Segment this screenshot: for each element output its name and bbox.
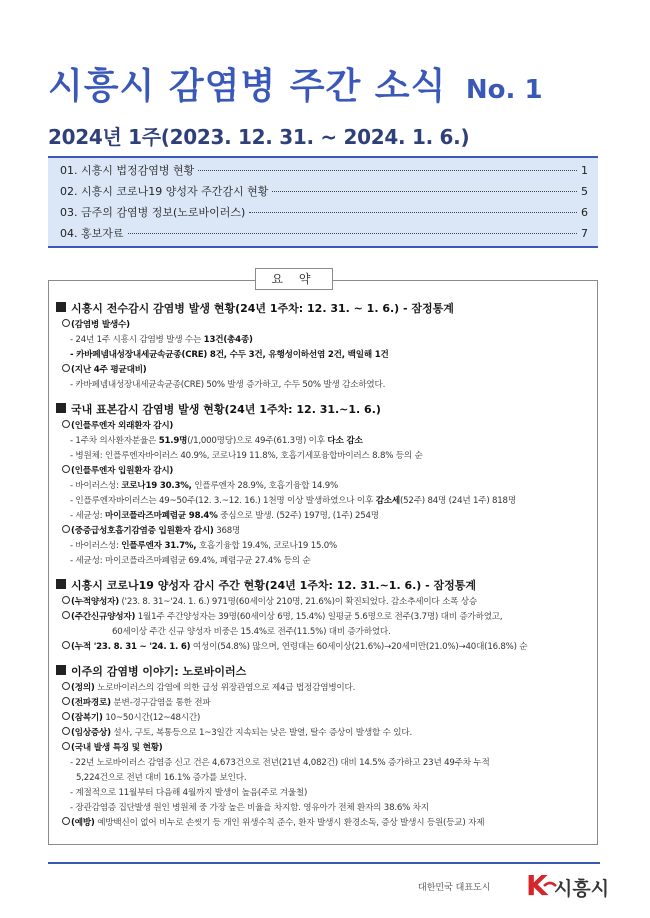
square-bullet-icon	[56, 665, 66, 675]
text-line: - 카바페넴내성장내세균속균종(CRE) 8건, 수두 3건, 유행성이하선염 2건, 백일해 1건	[70, 350, 389, 360]
sub-heading: (인플루엔자 외래환자 감시)	[62, 419, 597, 434]
text-line: - 24년 1주 시흥시 감염병 발생 수는 13건(총4종)	[70, 335, 253, 345]
title-text: 시흥시 감염병 주간 소식	[48, 66, 447, 107]
text-line: (잠복기) 10~50시간(12~48시간)	[62, 711, 597, 726]
circle-bullet-icon	[62, 697, 70, 705]
text-line: - 22년 노로바이러스 감염증 신고 건은 4,673건으로 전년(21년 4,082건) 대비 14.5% 증가하고 23년 49주차 누적	[70, 758, 490, 768]
page-subtitle: 2024년 1주(2023. 12. 31. ~ 2024. 1. 6.)	[48, 125, 470, 149]
section-heading: 시흥시 코로나19 양성자 감시 주간 현황(24년 1주차: 12. 31.~1. 6.) - 잠정통계	[56, 577, 597, 595]
text-line: 5,224건으로 전년 대비 16.1% 증가를 보인다.	[76, 773, 247, 783]
text-line: - 장관감염증 집단발생 원인 병원체 중 가장 높은 비율을 차지함. 영유아가 전체 환자의 38.6% 차지	[70, 803, 429, 813]
footer-slogan: 대한민국 대표도시	[418, 883, 491, 893]
svg-text:K: K	[526, 869, 548, 902]
toc-item[interactable]: 03. 금주의 감염병 정보(노로바이러스) 6	[60, 206, 588, 219]
section-heading: 시흥시 전수감시 감염병 발생 현황(24년 1주차: 12. 31. ~ 1. 6.) - 잠정통계	[56, 300, 597, 318]
summary-title: 요 약	[255, 268, 333, 290]
text-line: - 바이러스성: 코로나19 30.3%, 인플루엔자 28.9%, 호흡기융합 14.9%	[70, 481, 339, 491]
text-line: - 병원체: 인플루엔자바이러스 40.9%, 코로나19 11.8%, 호흡기세포융합바이러스 8.8% 등의 순	[70, 451, 423, 461]
text-line: (누적양성자) ('23. 8. 31~'24. 1. 6.) 971명(60세이상 210명, 21.6%)이 확진되었다. 감소추세이다 소폭 상승	[62, 595, 597, 610]
text-line: - 세균성: 마이코플라즈마폐렴균 69.4%, 폐렴구균 27.4% 등의 순	[70, 556, 311, 566]
circle-bullet-icon	[62, 596, 70, 604]
text-line: (예방) 예방백신이 없어 비누로 손씻기 등 개인 위생수칙 준수, 환자 발생시 환경소독, 증상 발생시 등원(등교) 자제	[62, 816, 597, 831]
table-of-contents	[48, 156, 598, 248]
toc-item[interactable]: 01. 시흥시 법정감염병 현황 1	[60, 164, 588, 177]
svg-text:시흥시: 시흥시	[554, 878, 610, 900]
footer-divider	[48, 862, 600, 864]
circle-bullet-icon	[62, 319, 70, 327]
text-line: - 세균성: 마이코플라즈마폐렴균 98.4% 중심으로 발생. (52주) 197명, (1주) 254명	[70, 511, 379, 521]
circle-bullet-icon	[62, 682, 70, 690]
text-line: (전파경로) 분변-경구감염을 통한 전파	[62, 696, 597, 711]
text-line: (임상증상) 설사, 구토, 복통등으로 1~3일간 지속되는 낮은 발열, 탈수 증상이 발생할 수 있다.	[62, 726, 597, 741]
toc-item[interactable]: 02. 시흥시 코로나19 양성자 주간감시 현황 5	[60, 185, 588, 198]
circle-bullet-icon	[62, 525, 70, 533]
sub-heading: (지난 4주 평균대비)	[62, 363, 597, 378]
circle-bullet-icon	[62, 712, 70, 720]
text-line: 60세이상 주간 신규 양성자 비중은 15.4%로 전주(11.5%) 대비 증가하였다.	[112, 627, 391, 637]
section-heading: 국내 표본감시 감염병 발생 현황(24년 1주차: 12. 31.~1. 6.)	[56, 401, 597, 419]
square-bullet-icon	[56, 302, 66, 312]
square-bullet-icon	[56, 403, 66, 413]
sub-heading: (감염병 발생수)	[62, 318, 597, 333]
text-line: (누적 '23. 8. 31 ~ '24. 1. 6) 여성이(54.8%) 많으며, 연령대는 60세이상(21.6%)→20세미만(21.0%)→40대(16.8%) 순	[62, 640, 597, 655]
toc-item[interactable]: 04. 홍보자료 7	[60, 227, 588, 240]
text-line: (정의) 노로바이러스의 감염에 의한 급성 위장관염으로 제4급 법정감염병이다.	[62, 681, 597, 696]
sub-heading: (국내 발생 특징 및 현황)	[62, 741, 597, 756]
section-heading: 이주의 감염병 이야기: 노로바이러스	[56, 663, 597, 681]
siheung-logo-icon	[524, 866, 614, 904]
text-line: - 1주차 의사환자분율은 51.9명(/1,000명당)으로 49주(61.3명) 이후 다소 감소	[70, 436, 363, 446]
circle-bullet-icon	[62, 727, 70, 735]
page-title	[48, 58, 543, 109]
circle-bullet-icon	[62, 611, 70, 619]
text-line: - 인플루엔자바이러스는 49~50주(12. 3.~12. 16.) 1천명 이상 발생하였으나 이후 감소세(52주) 84명 (24년 1주) 818명	[70, 496, 516, 506]
square-bullet-icon	[56, 579, 66, 589]
circle-bullet-icon	[62, 364, 70, 372]
sub-heading: (인플루엔자 입원환자 감시)	[62, 464, 597, 479]
text-line: (주간신규양성자) 1월1주 주간양성자는 39명(60세이상 6명, 15.4%) 일평균 5.6명으로 전주(3.7명) 대비 증가하였고,	[62, 610, 597, 625]
circle-bullet-icon	[62, 465, 70, 473]
text-line: - 바이러스성: 인플루엔자 31.7%, 호흡기융합 19.4%, 코로나19 15.0%	[70, 541, 337, 551]
text-line: - 카바페넴내성장내세균속균종(CRE) 50% 발생 증가하고, 수두 50% 발생 감소하였다.	[70, 380, 386, 390]
text-line: - 계절적으로 11월부터 다음해 4월까지 발생이 높음(주로 겨울철)	[70, 788, 308, 798]
circle-bullet-icon	[62, 817, 70, 825]
sub-heading: (중증급성호흡기감염증 입원환자 감시) 368명	[62, 524, 597, 539]
issue-number: No. 1	[465, 75, 543, 105]
circle-bullet-icon	[62, 742, 70, 750]
summary-content	[52, 300, 597, 831]
circle-bullet-icon	[62, 420, 70, 428]
circle-bullet-icon	[62, 641, 70, 649]
